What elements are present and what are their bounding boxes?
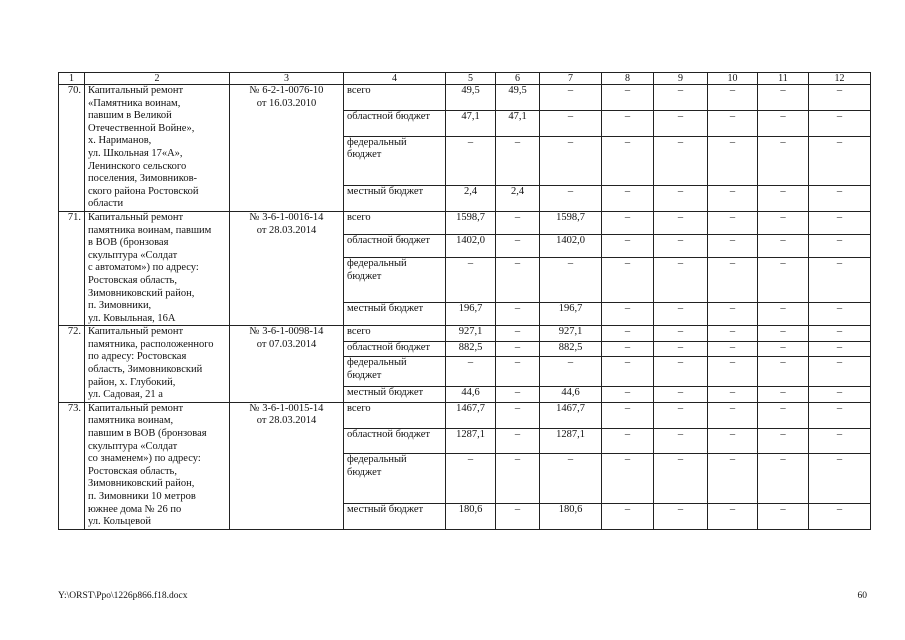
funding-source: федеральный бюджет [344, 357, 446, 387]
object-name-line: ул. Кольцевой [88, 516, 151, 528]
column-header: 9 [654, 73, 708, 85]
funding-source: местный бюджет [344, 303, 446, 326]
value-cell: – [654, 428, 708, 454]
object-name-line: ул. Школьная 17«А», [88, 147, 183, 159]
object-name-line: области [88, 198, 124, 210]
value-cell: – [496, 303, 540, 326]
value-cell: – [654, 258, 708, 303]
value-cell: – [496, 341, 540, 357]
value-cell: – [654, 85, 708, 111]
funding-source: федеральный бюджет [344, 136, 446, 186]
value-cell: – [540, 110, 602, 136]
value-cell: – [758, 357, 809, 387]
value-cell: – [496, 387, 540, 403]
value-cell: – [708, 235, 758, 258]
table-row [59, 211, 871, 234]
value-cell: – [758, 387, 809, 403]
object-name-line: «Памятника воинам, [88, 97, 181, 109]
value-cell: – [708, 387, 758, 403]
value-cell: – [758, 258, 809, 303]
value-cell: 47,1 [496, 110, 540, 136]
value-cell: – [496, 504, 540, 530]
value-cell: – [602, 341, 654, 357]
object-name-line: павшим в Великой [88, 110, 172, 122]
object-name-line: со знаменем») по адресу: [88, 453, 201, 465]
value-cell: – [496, 211, 540, 234]
value-cell: – [758, 341, 809, 357]
object-name-line: памятника воинам, павшим [88, 224, 212, 236]
funding-source: областной бюджет [344, 110, 446, 136]
value-cell: – [496, 357, 540, 387]
document-line: от 28.03.2014 [256, 224, 317, 236]
value-cell: 1598,7 [446, 211, 496, 234]
value-cell: – [654, 110, 708, 136]
column-header: 3 [230, 73, 344, 85]
value-cell: – [809, 136, 871, 186]
value-cell: – [654, 186, 708, 212]
value-cell: – [809, 326, 871, 342]
funding-source: всего [344, 85, 446, 111]
funding-source: областной бюджет [344, 428, 446, 454]
value-cell: – [496, 402, 540, 428]
value-cell: – [708, 258, 758, 303]
value-cell: 196,7 [446, 303, 496, 326]
value-cell: – [654, 357, 708, 387]
document-line: № 3-6-1-0098-14 [249, 326, 324, 338]
value-cell: 180,6 [446, 504, 496, 530]
value-cell: – [758, 110, 809, 136]
value-cell: – [708, 303, 758, 326]
value-cell: – [809, 387, 871, 403]
column-header: 5 [446, 73, 496, 85]
value-cell: – [758, 211, 809, 234]
value-cell: – [708, 326, 758, 342]
object-name-line: Ростовская область, [88, 465, 177, 477]
value-cell: – [809, 85, 871, 111]
value-cell: – [446, 357, 496, 387]
value-cell: 49,5 [446, 85, 496, 111]
value-cell: – [496, 454, 540, 504]
value-cell: – [654, 303, 708, 326]
object-name-line: в ВОВ (бронзовая [88, 237, 169, 249]
object-name-line: южнее дома № 26 по [88, 503, 182, 515]
value-cell: 882,5 [540, 341, 602, 357]
column-header: 6 [496, 73, 540, 85]
value-cell: – [758, 428, 809, 454]
value-cell: 1402,0 [540, 235, 602, 258]
value-cell: – [540, 136, 602, 186]
value-cell: – [809, 303, 871, 326]
value-cell: 1467,7 [446, 402, 496, 428]
funding-source: федеральный бюджет [344, 454, 446, 504]
value-cell: – [602, 454, 654, 504]
value-cell: 180,6 [540, 504, 602, 530]
object-name [85, 211, 230, 325]
value-cell: – [708, 454, 758, 504]
funding-source: всего [344, 402, 446, 428]
value-cell: – [758, 454, 809, 504]
value-cell: – [540, 186, 602, 212]
value-cell: – [496, 428, 540, 454]
value-cell: – [602, 326, 654, 342]
funding-source: всего [344, 326, 446, 342]
value-cell: – [654, 211, 708, 234]
value-cell: 927,1 [446, 326, 496, 342]
value-cell: – [708, 110, 758, 136]
object-name [85, 326, 230, 403]
object-name-line: павшим в ВОВ (бронзовая [88, 428, 207, 440]
value-cell: – [540, 357, 602, 387]
document-line: № 6-2-1-0076-10 [249, 85, 324, 96]
object-name-line: памятника воинам, [88, 415, 174, 427]
value-cell: 882,5 [446, 341, 496, 357]
value-cell: – [758, 402, 809, 428]
value-cell: – [758, 326, 809, 342]
budget-table [58, 72, 871, 530]
column-header: 11 [758, 73, 809, 85]
object-name-line: ул. Ковыльная, 16А [88, 312, 176, 324]
value-cell: – [758, 136, 809, 186]
value-cell: – [708, 504, 758, 530]
document-number [230, 326, 344, 403]
object-name-line: скульптура «Солдат [88, 440, 178, 452]
object-name-line: ул. Садовая, 21 а [88, 389, 163, 401]
header-row [59, 73, 871, 85]
value-cell: – [496, 258, 540, 303]
value-cell: 2,4 [496, 186, 540, 212]
value-cell: – [809, 402, 871, 428]
value-cell: – [708, 211, 758, 234]
funding-source: всего [344, 211, 446, 234]
value-cell: – [809, 110, 871, 136]
value-cell: – [602, 387, 654, 403]
value-cell: – [602, 258, 654, 303]
value-cell: – [708, 186, 758, 212]
value-cell: – [758, 235, 809, 258]
value-cell: – [708, 341, 758, 357]
object-name-line: ского района Ростовской [88, 185, 199, 197]
object-name-line: Ростовская область, [88, 274, 177, 286]
value-cell: – [758, 85, 809, 111]
value-cell: – [602, 428, 654, 454]
value-cell: 44,6 [446, 387, 496, 403]
document-line: № 3-6-1-0015-14 [249, 402, 324, 414]
value-cell: – [708, 402, 758, 428]
value-cell: – [654, 235, 708, 258]
value-cell: – [708, 357, 758, 387]
object-name-line: поселения, Зимовников- [88, 173, 198, 185]
value-cell: – [758, 186, 809, 212]
object-name-line: район, х. Глубокий, [88, 376, 176, 388]
object-name-line: Зимовниковский район, [88, 287, 195, 299]
object-name [85, 85, 230, 212]
value-cell: – [809, 211, 871, 234]
value-cell: – [496, 235, 540, 258]
document-number [230, 85, 344, 212]
document-number [230, 211, 344, 325]
value-cell: – [654, 341, 708, 357]
object-name-line: п. Зимовники, [88, 300, 152, 312]
object-name-line: Капитальный ремонт [88, 211, 184, 223]
value-cell: – [602, 211, 654, 234]
value-cell: 196,7 [540, 303, 602, 326]
funding-source: федеральный бюджет [344, 258, 446, 303]
value-cell: – [809, 258, 871, 303]
object-name-line: по адресу: Ростовская [88, 351, 187, 363]
value-cell: – [654, 504, 708, 530]
value-cell: – [602, 110, 654, 136]
table-row [59, 402, 871, 428]
value-cell: 1402,0 [446, 235, 496, 258]
value-cell: – [446, 136, 496, 186]
value-cell: – [496, 136, 540, 186]
value-cell: – [809, 186, 871, 212]
value-cell: – [602, 85, 654, 111]
object-name-line: Капитальный ремонт [88, 402, 184, 414]
record-number: 71. [59, 211, 85, 325]
value-cell: – [602, 303, 654, 326]
value-cell: – [708, 85, 758, 111]
value-cell: 47,1 [446, 110, 496, 136]
document-line: № 3-6-1-0016-14 [249, 211, 324, 223]
value-cell: – [809, 341, 871, 357]
value-cell: – [602, 357, 654, 387]
column-header: 12 [809, 73, 871, 85]
object-name-line: памятника, расположенного [88, 338, 214, 350]
value-cell: – [496, 326, 540, 342]
value-cell: – [540, 258, 602, 303]
value-cell: 49,5 [496, 85, 540, 111]
value-cell: – [540, 85, 602, 111]
value-cell: – [446, 258, 496, 303]
footer-file-path: Y:\ORST\Ppo\1226p866.f18.docx [58, 591, 188, 601]
document-line: от 16.03.2010 [256, 97, 317, 109]
value-cell: – [654, 454, 708, 504]
value-cell: – [540, 454, 602, 504]
funding-source: местный бюджет [344, 387, 446, 403]
value-cell: – [654, 136, 708, 186]
value-cell: – [602, 504, 654, 530]
value-cell: 1467,7 [540, 402, 602, 428]
value-cell: 44,6 [540, 387, 602, 403]
table-row [59, 85, 871, 111]
footer-page-number: 60 [857, 591, 867, 601]
object-name-line: х. Нариманов, [88, 135, 152, 147]
funding-source: областной бюджет [344, 341, 446, 357]
object-name-line: с автоматом») по адресу: [88, 262, 199, 274]
value-cell: – [654, 402, 708, 428]
funding-source: областной бюджет [344, 235, 446, 258]
value-cell: – [602, 235, 654, 258]
object-name-line: область, Зимовниковский [88, 364, 203, 376]
object-name-line: Ленинского сельского [88, 160, 187, 172]
value-cell: – [708, 428, 758, 454]
column-header: 1 [59, 73, 85, 85]
value-cell: – [809, 357, 871, 387]
value-cell: 1287,1 [540, 428, 602, 454]
value-cell: – [654, 387, 708, 403]
object-name-line: Капитальный ремонт [88, 85, 184, 96]
value-cell: – [654, 326, 708, 342]
funding-source: местный бюджет [344, 504, 446, 530]
value-cell: – [602, 136, 654, 186]
object-name [85, 402, 230, 529]
document-line: от 28.03.2014 [256, 415, 317, 427]
value-cell: – [758, 303, 809, 326]
object-name-line: Зимовниковский район, [88, 478, 195, 490]
column-header: 2 [85, 73, 230, 85]
funding-source: местный бюджет [344, 186, 446, 212]
value-cell: – [809, 235, 871, 258]
value-cell: – [809, 504, 871, 530]
document-line: от 07.03.2014 [256, 338, 317, 350]
value-cell: 1287,1 [446, 428, 496, 454]
value-cell: – [602, 402, 654, 428]
value-cell: – [446, 454, 496, 504]
object-name-line: п. Зимовники 10 метров [88, 491, 196, 502]
column-header: 8 [602, 73, 654, 85]
object-name-line: скульптура «Солдат [88, 249, 178, 261]
value-cell: – [708, 136, 758, 186]
value-cell: 2,4 [446, 186, 496, 212]
record-number: 72. [59, 326, 85, 403]
value-cell: – [809, 454, 871, 504]
value-cell: – [809, 428, 871, 454]
value-cell: 1598,7 [540, 211, 602, 234]
record-number: 73. [59, 402, 85, 529]
column-header: 7 [540, 73, 602, 85]
column-header: 4 [344, 73, 446, 85]
value-cell: – [758, 504, 809, 530]
column-header: 10 [708, 73, 758, 85]
value-cell: – [602, 186, 654, 212]
object-name-line: Отечественной Войне», [88, 122, 195, 134]
record-number: 70. [59, 85, 85, 212]
table-row [59, 326, 871, 342]
document-number [230, 402, 344, 529]
value-cell: 927,1 [540, 326, 602, 342]
object-name-line: Капитальный ремонт [88, 326, 184, 338]
